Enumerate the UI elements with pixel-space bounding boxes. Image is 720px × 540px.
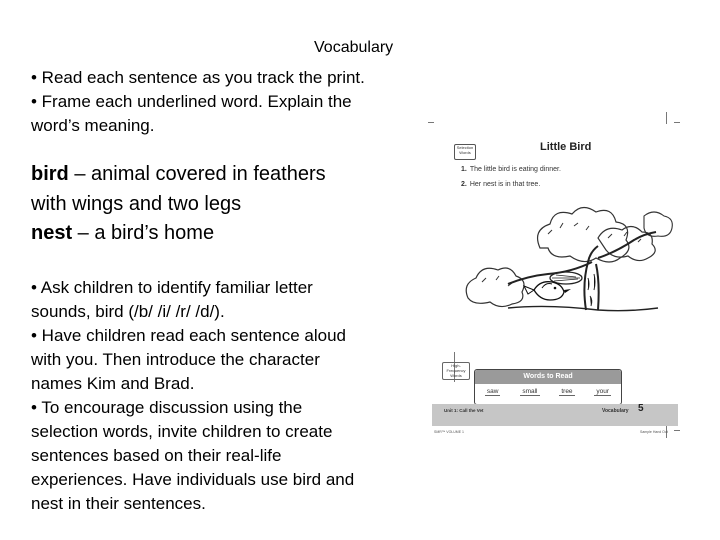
selection-words-tag: Selection Words (454, 144, 476, 160)
sentence-number: 2. (461, 181, 467, 188)
definition-separator: – (68, 163, 92, 185)
teacher-notes (31, 276, 406, 516)
footer-unit-label: Unit 1: Call the Vet (444, 408, 484, 413)
crop-mark (674, 430, 680, 431)
sentence (461, 166, 561, 173)
footer-section-label: Vocabulary (602, 408, 629, 414)
word-item: tree (561, 388, 573, 395)
definition-text: animal covered in feathers (91, 163, 326, 185)
vocabulary-definitions (31, 160, 406, 249)
words-list (475, 384, 621, 396)
copyright-right: Sample Hand Out (640, 430, 668, 434)
sentence-number: 1. (461, 166, 467, 173)
crop-mark (428, 122, 434, 123)
definition-line (31, 219, 406, 249)
crop-mark (666, 112, 667, 124)
definition-text: with wings and two legs (31, 192, 242, 215)
intro-instructions (31, 66, 406, 138)
definition-line (31, 160, 406, 190)
page-title: Little Bird (540, 141, 592, 153)
note-line: nest in their sentences. (31, 494, 206, 513)
slide-title: Vocabulary (314, 39, 394, 56)
definition-term: bird (31, 163, 69, 185)
sentence-text: Her nest is in that tree. (469, 181, 541, 188)
note-line: names Kim and Brad. (31, 374, 195, 393)
copyright-left: SMR™ VOLUME 1 (434, 430, 464, 434)
word-item: your (596, 388, 610, 395)
word-item: saw (486, 388, 499, 395)
note-line: with you. Then introduce the character (31, 350, 320, 369)
note-line: sentences based on their real-life (31, 446, 282, 465)
note-line: sounds, bird (/b/ /i/ /r/ /d/). (31, 302, 225, 321)
definition-separator: – (72, 222, 95, 244)
intro-line: word’s meaning. (31, 116, 155, 135)
sentence-text: The little bird is eating dinner. (469, 166, 561, 173)
textbook-page-thumbnail (428, 112, 680, 438)
note-line: experiences. Have individuals use bird and (31, 470, 355, 489)
high-frequency-words-tag: High-Frequency Words (442, 362, 470, 380)
definition-text: a bird’s home (94, 222, 215, 244)
words-to-read-box (474, 369, 622, 405)
bird-in-tree-illustration (448, 178, 680, 328)
crop-mark (674, 122, 680, 123)
words-to-read-title: Words to Read (475, 370, 621, 384)
note-line: • Ask children to identify familiar letter (31, 278, 313, 297)
note-line: • To encourage discussion using the (31, 398, 303, 417)
note-line: selection words, invite children to create (31, 422, 333, 441)
intro-line: • Read each sentence as you track the print. (31, 68, 365, 87)
page-number: 5 (638, 403, 644, 414)
note-line: • Have children read each sentence aloud (31, 326, 346, 345)
definition-line (31, 190, 406, 220)
word-item: small (522, 388, 538, 395)
definition-term: nest (31, 222, 73, 244)
intro-line: • Frame each underlined word. Explain the (31, 92, 352, 111)
